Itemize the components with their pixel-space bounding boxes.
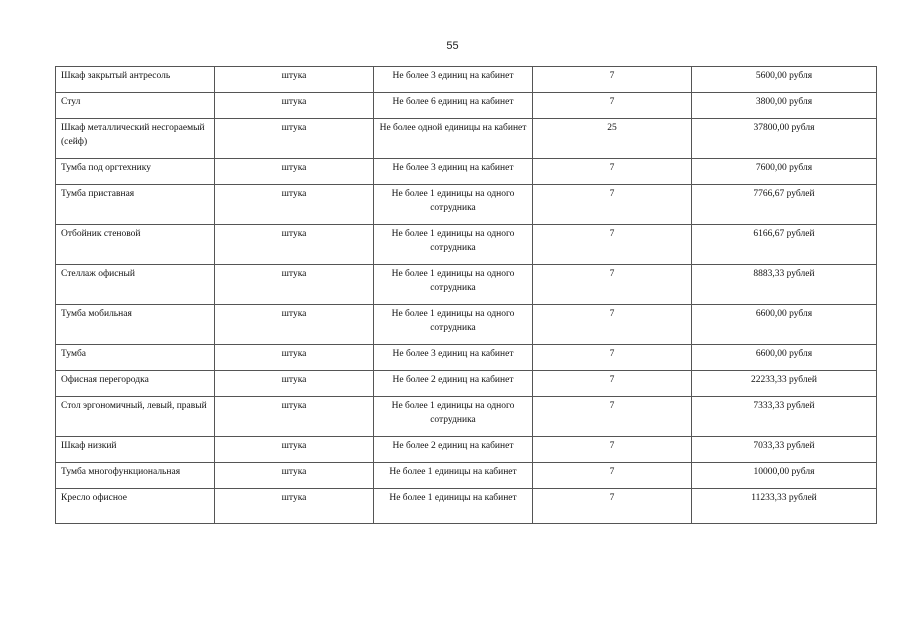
item-service-term: 7 xyxy=(533,93,692,119)
table-row xyxy=(56,185,877,225)
table-row xyxy=(56,397,877,437)
item-service-term: 7 xyxy=(533,489,692,524)
table-row xyxy=(56,67,877,93)
item-unit: штука xyxy=(215,397,374,437)
item-service-term: 7 xyxy=(533,67,692,93)
item-quantity-norm: Не более 1 единицы на одного сотрудника xyxy=(374,185,533,225)
item-service-term: 7 xyxy=(533,225,692,265)
item-service-term: 7 xyxy=(533,305,692,345)
item-quantity-norm: Не более 6 единиц на кабинет xyxy=(374,93,533,119)
item-quantity-norm: Не более 3 единиц на кабинет xyxy=(374,345,533,371)
item-quantity-norm: Не более 1 единицы на одного сотрудника xyxy=(374,397,533,437)
item-quantity-norm: Не более 1 единицы на одного сотрудника xyxy=(374,265,533,305)
item-price: 6600,00 рубля xyxy=(692,305,877,345)
item-quantity-norm: Не более 3 единиц на кабинет xyxy=(374,159,533,185)
table-row xyxy=(56,159,877,185)
table-row xyxy=(56,437,877,463)
item-unit: штука xyxy=(215,345,374,371)
item-name: Стол эргономичный, левый, правый xyxy=(56,397,215,437)
item-unit: штука xyxy=(215,305,374,345)
item-name: Офисная перегородка xyxy=(56,371,215,397)
item-unit: штука xyxy=(215,93,374,119)
table-row xyxy=(56,371,877,397)
item-price: 7333,33 рублей xyxy=(692,397,877,437)
item-service-term: 7 xyxy=(533,159,692,185)
item-quantity-norm: Не более 1 единицы на одного сотрудника xyxy=(374,305,533,345)
item-name: Стеллаж офисный xyxy=(56,265,215,305)
item-price: 7033,33 рублей xyxy=(692,437,877,463)
item-quantity-norm: Не более одной единицы на кабинет xyxy=(374,119,533,159)
item-quantity-norm: Не более 2 единиц на кабинет xyxy=(374,437,533,463)
item-price: 22233,33 рублей xyxy=(692,371,877,397)
table-row xyxy=(56,345,877,371)
item-price: 6166,67 рублей xyxy=(692,225,877,265)
item-service-term: 7 xyxy=(533,437,692,463)
item-name: Стул xyxy=(56,93,215,119)
item-service-term: 7 xyxy=(533,371,692,397)
item-name: Шкаф металлический несгораемый (сейф) xyxy=(56,119,215,159)
item-name: Тумба мобильная xyxy=(56,305,215,345)
item-service-term: 7 xyxy=(533,265,692,305)
item-name: Шкаф закрытый антресоль xyxy=(56,67,215,93)
item-quantity-norm: Не более 1 единицы на кабинет xyxy=(374,463,533,489)
table-row xyxy=(56,265,877,305)
item-quantity-norm: Не более 3 единиц на кабинет xyxy=(374,67,533,93)
item-unit: штука xyxy=(215,489,374,524)
item-unit: штука xyxy=(215,67,374,93)
table-row xyxy=(56,93,877,119)
item-price: 3800,00 рубля xyxy=(692,93,877,119)
page-number: 55 xyxy=(446,40,459,52)
item-service-term: 7 xyxy=(533,345,692,371)
item-service-term: 7 xyxy=(533,397,692,437)
item-service-term: 7 xyxy=(533,185,692,225)
item-unit: штука xyxy=(215,463,374,489)
item-price: 5600,00 рубля xyxy=(692,67,877,93)
item-name: Отбойник стеновой xyxy=(56,225,215,265)
item-quantity-norm: Не более 1 единицы на кабинет xyxy=(374,489,533,524)
item-name: Кресло офисное xyxy=(56,489,215,524)
item-name: Шкаф низкий xyxy=(56,437,215,463)
item-unit: штука xyxy=(215,119,374,159)
item-name: Тумба xyxy=(56,345,215,371)
table-row xyxy=(56,489,877,524)
furniture-norms-table xyxy=(55,66,877,524)
item-unit: штука xyxy=(215,437,374,463)
item-name: Тумба под оргтехнику xyxy=(56,159,215,185)
item-unit: штука xyxy=(215,159,374,185)
item-price: 37800,00 рубля xyxy=(692,119,877,159)
item-unit: штука xyxy=(215,371,374,397)
item-price: 11233,33 рублей xyxy=(692,489,877,524)
item-unit: штука xyxy=(215,225,374,265)
item-price: 7600,00 рубля xyxy=(692,159,877,185)
item-price: 7766,67 рублей xyxy=(692,185,877,225)
table-row xyxy=(56,463,877,489)
item-quantity-norm: Не более 1 единицы на одного сотрудника xyxy=(374,225,533,265)
item-service-term: 25 xyxy=(533,119,692,159)
item-price: 10000,00 рубля xyxy=(692,463,877,489)
item-name: Тумба многофункциональная xyxy=(56,463,215,489)
item-service-term: 7 xyxy=(533,463,692,489)
item-unit: штука xyxy=(215,185,374,225)
item-unit: штука xyxy=(215,265,374,305)
table-row xyxy=(56,225,877,265)
item-name: Тумба приставная xyxy=(56,185,215,225)
item-price: 8883,33 рублей xyxy=(692,265,877,305)
table-row xyxy=(56,119,877,159)
table-row xyxy=(56,305,877,345)
item-price: 6600,00 рубля xyxy=(692,345,877,371)
item-quantity-norm: Не более 2 единиц на кабинет xyxy=(374,371,533,397)
